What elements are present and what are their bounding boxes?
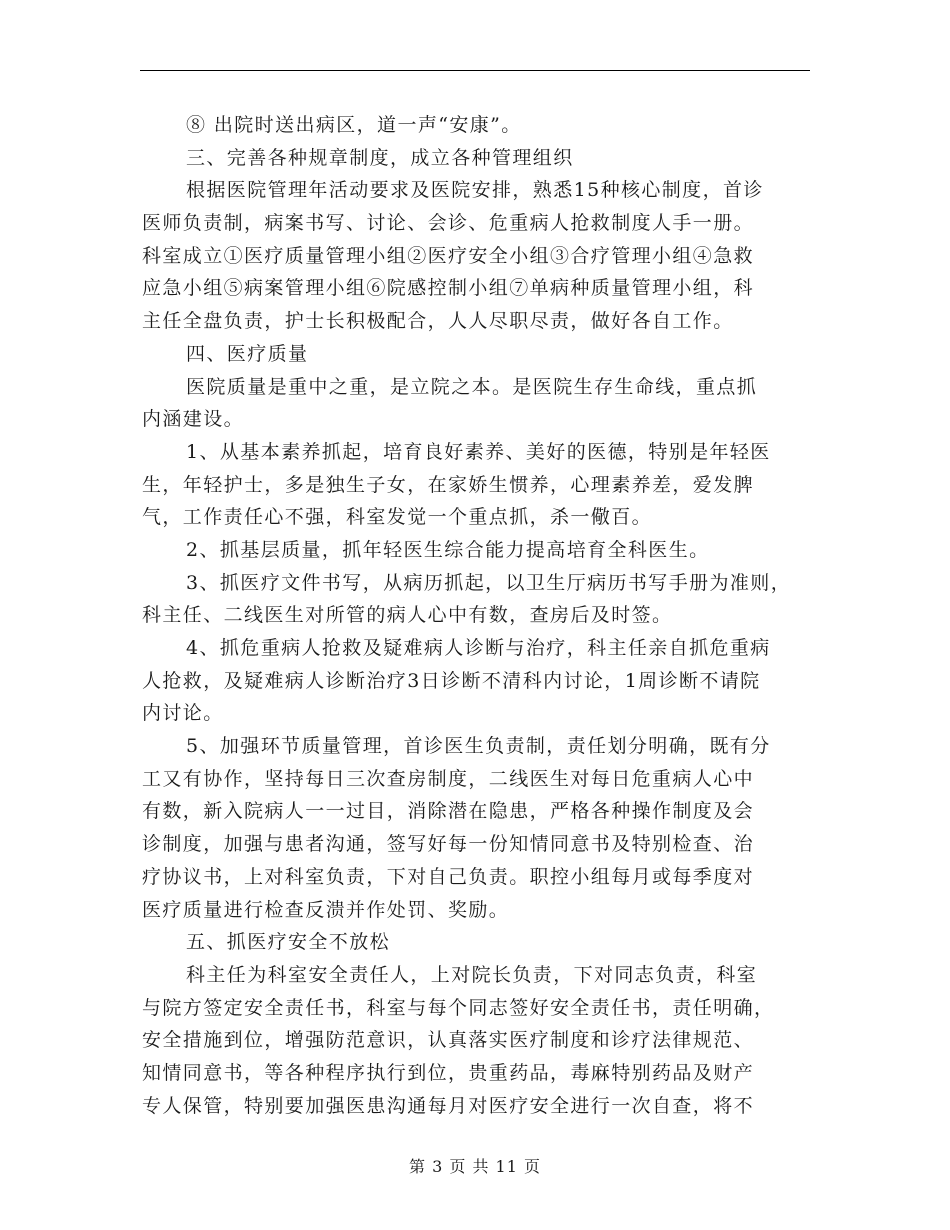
text-line: 与院方签定安全责任书，科室与每个同志签好安全责任书，责任明确， — [142, 996, 775, 1019]
text-line: 工又有协作，坚持每日三次查房制度，二线医生对每日危重病人心中 — [142, 767, 755, 790]
header-rule — [140, 70, 810, 71]
text-line: 2、抓基层质量，抓年轻医生综合能力提高培育全科医生。 — [186, 538, 710, 561]
section-heading: 三、完善各种规章制度，成立各种管理组织 — [186, 146, 574, 169]
text-line: 医院质量是重中之重，是立院之本。是医院生存生命线，重点抓 — [186, 375, 758, 398]
text-line: 安全措施到位，增强防范意识，认真落实医疗制度和诊疗法律规范、 — [142, 1029, 755, 1052]
text-line: 诊制度，加强与患者沟通，签写好每一份知情同意书及特别检查、治 — [142, 833, 755, 856]
text-line: 专人保管，特别要加强医患沟通每月对医疗安全进行一次自查，将不 — [142, 1094, 755, 1117]
text-line: 医师负责制，病案书写、讨论、会诊、危重病人抢救制度人手一册。 — [142, 212, 755, 235]
text-line: 医疗质量进行检查反溃并作处罚、奖励。 — [142, 898, 510, 921]
text-line: 人抢救，及疑难病人诊断治疗3日诊断不清科内讨论，1周诊断不请院 — [142, 669, 761, 692]
text-line: 科室成立①医疗质量管理小组②医疗安全小组③合疗管理小组④急救 — [142, 244, 755, 267]
text-line: 5、加强环节质量管理，首诊医生负责制，责任划分明确，既有分 — [186, 735, 771, 758]
section-heading: 四、医疗质量 — [186, 342, 309, 365]
text-line: 内涵建设。 — [142, 408, 245, 431]
text-line: 3、抓医疗文件书写，从病历抓起，以卫生厅病历书写手册为准则， — [186, 571, 792, 594]
text-line: 内讨论。 — [142, 702, 224, 725]
document-body — [142, 109, 814, 1122]
text-line: 4、抓危重病人抢救及疑难病人诊断与治疗，科主任亲自抓危重病 — [186, 637, 771, 659]
text-line: 科主任、二线医生对所管的病人心中有数，查房后及时签。 — [142, 604, 673, 627]
text-line: 生，年轻护士，多是独生子女，在家娇生惯养，心理素养差，爱发脾 — [142, 473, 755, 496]
text-line: 疗协议书，上对科室负责，下对自己负责。职控小组每月或每季度对 — [142, 865, 755, 888]
text-line: 1、从基本素养抓起，培育良好素养、美好的医德，特别是年轻医 — [186, 440, 771, 463]
text-line: ⑧ 出院时送出病区，道一声“安康”。 — [186, 114, 522, 136]
text-line: 气，工作责任心不强，科室发觉一个重点抓，杀一儆百。 — [142, 506, 653, 529]
text-line: 科主任为科室安全责任人，上对院长负责，下对同志负责，科室 — [186, 963, 758, 986]
page-number: 第 3 页 共 11 页 — [409, 1157, 541, 1176]
text-line: 根据医院管理年活动要求及医院安排，熟悉15种核心制度，首诊 — [186, 179, 764, 202]
text-line: 应急小组⑤病案管理小组⑥院感控制小组⑦单病种质量管理小组，科 — [142, 277, 755, 300]
text-line: 有数，新入院病人一一过目，消除潜在隐患，严格各种操作制度及会 — [142, 800, 755, 823]
text-line: 知情同意书，等各种程序执行到位，贵重药品，毒麻特别药品及财产 — [142, 1061, 755, 1084]
text-line: 主任全盘负责，护士长积极配合，人人尽职尽责，做好各自工作。 — [142, 310, 734, 333]
section-heading: 五、抓医疗安全不放松 — [186, 931, 391, 954]
